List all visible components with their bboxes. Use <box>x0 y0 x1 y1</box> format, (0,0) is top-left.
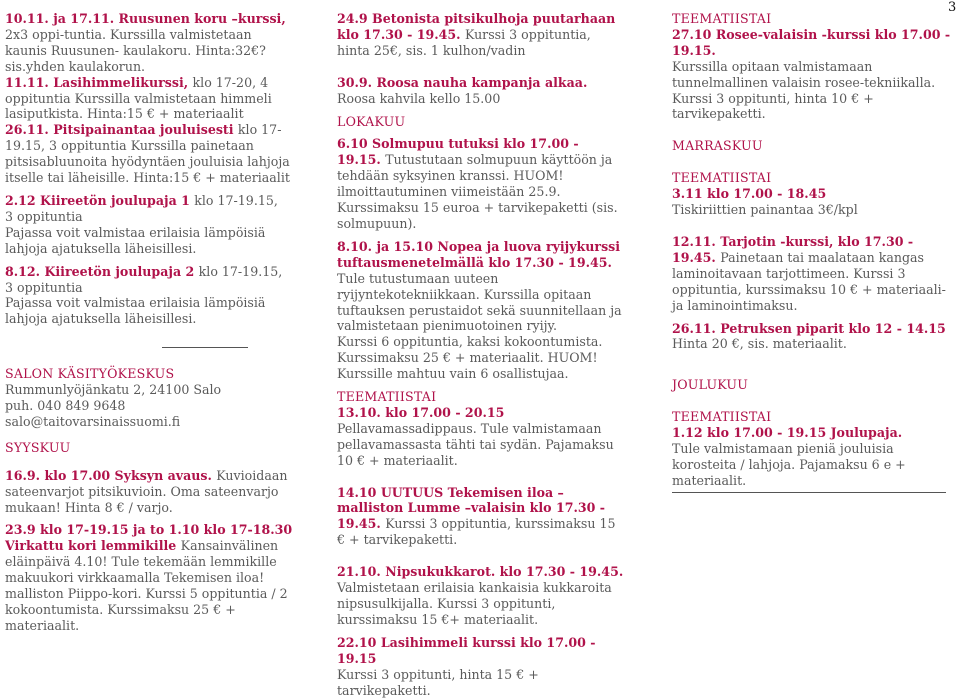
event-text: klo 17-19.15, 3 oppituntia Kurssilla painetaan pitsisabluunoita hyödyntäen jouluisia lahjoja itselle tai läheisille. Hinta:15 € + materiaalit <box>5 122 290 186</box>
event-text: 2x3 oppi-tuntia. Kurssilla valmistetaan kaunis Ruusunen- kaulakoru. Hinta:32€? sis.yhden kaulakorun. <box>5 26 266 74</box>
event-tiskiriitit <box>672 186 952 218</box>
event-text: Painetaan tai maalataan kangas laminoitavaan tarjottimeen. Kurssi 3 oppituntia, kurssimaksu 10 € + materiaali- ja laminointimaksu. <box>672 249 946 313</box>
event-pellavamassa <box>337 405 625 469</box>
event-text: Kurssi 3 oppituntia, hinta 25€, sis. 1 kulhon/vadin <box>337 26 591 58</box>
divider <box>672 492 946 493</box>
event-text: Pellavamassadippaus. Tule valmistamaan pellavamassasta tähti tai sydän. Pajamaksu 10 € + materiaalit. <box>337 420 614 468</box>
event-text: Kuvioidaan sateenvarjot pitsikuvioin. Oma sateenvarjo mukaan! Hinta 8 € / varjo. <box>5 467 288 515</box>
heading-teematiistai: TEEMATIISTAI <box>337 389 437 405</box>
page-number: 3 <box>948 0 957 15</box>
event-joulupaja-1 <box>5 193 293 257</box>
event-text: Tule valmistamaan pieniä jouluisia korosteita / lahjoja. Pajamaksu 6 e + materiaalit. <box>672 441 906 488</box>
event-virkattu-kori <box>5 522 293 633</box>
event-title: 10.11. ja 17.11. Ruusunen koru –kurssi, <box>5 11 286 26</box>
event-title: 16.9. klo 17.00 Syksyn avaus. <box>5 467 217 483</box>
event-title: 23.9 klo 17-19.15 ja to 1.10 klo 17-18.30 Virkattu kori lemmikille <box>5 522 293 554</box>
event-text: Tutustutaan solmupuun käyttöön ja tehdään syksyinen kranssi. HUOM! ilmoittautuminen viimeistään 25.9. Kurssimaksu 15 euroa + tarvikepaketti (sis. solmupuun). <box>337 152 618 231</box>
event-time: klo 17-19.15, <box>198 263 283 279</box>
event-title: 8.12. Kiireetön joulupaja 2 <box>5 263 199 279</box>
event-text: klo 17-20, 4 oppituntia Kurssilla valmistetaan himmeli lasiputkista. Hinta:15 € + materiaalit <box>5 74 272 122</box>
event-text: Kurssilla opitaan valmistamaan tunnelmallinen valaisin rosee-tekniikalla. Kurssi 3 oppitunti, hinta 10 € + tarvikepaketti. <box>672 58 936 122</box>
event-title: 26.11. Petruksen piparit klo 12 - 14.15 <box>672 320 946 336</box>
event-text: Kurssi 3 oppituntia, kurssimaksu 15 € + tarvikepaketti. <box>337 516 616 548</box>
event-text: Pajassa voit valmistaa erilaisia lämpöisiä lahjoja ajatuksella läheisillesi. <box>5 295 266 327</box>
event-ryijykurssi <box>337 239 625 382</box>
event-title: 6.10 Solmupuu tutuksi klo 17.00 - 19.15. <box>337 136 579 168</box>
event-roosa-nauha <box>337 75 625 107</box>
heading-syyskuu: SYYSKUU <box>5 439 71 455</box>
event-solmupuu <box>337 136 625 231</box>
heading-lokakuu: LOKAKUU <box>337 113 406 129</box>
event-title: 8.10. ja 15.10 Nopea ja luova ryijykurssi tuftausmenetelmällä klo 17.30 - 19.45. <box>337 238 621 270</box>
event-text: Valmistetaan erilaisia kankaisia kukkaroita nipsusulkijalla. Kurssi 3 oppitunti, kurssimaksu 15 €+ materiaalit. <box>337 580 612 627</box>
event-title: 1.12 klo 17.00 - 19.15 Joulupaja. <box>672 425 903 441</box>
event-text: Tiskiriittien painantaa 3€/kpl <box>672 202 858 218</box>
event-lasihimmeli <box>337 635 625 698</box>
event-nipsukukkarot <box>337 564 625 628</box>
event-text: Kurssi 3 oppitunti, hinta 15 € + tarvikepaketti. <box>337 666 539 698</box>
event-title: 12.11. Tarjotin -kurssi, klo 17.30 - 19.45. <box>672 233 914 265</box>
event-ruusunen <box>5 11 293 75</box>
event-title: 26.11. Pitsipainantaa jouluisesti <box>5 122 238 138</box>
heading-teematiistai: TEEMATIISTAI <box>672 170 772 186</box>
event-title: 2.12 Kiireetön joulupaja 1 <box>5 192 195 208</box>
heading-marraskuu: MARRASKUU <box>672 138 763 154</box>
event-title: 14.10 UUTUUS Tekemisen iloa –malliston Lumme –valaisin klo 17.30 - 19.45. <box>337 484 606 532</box>
heading-teematiistai: TEEMATIISTAI <box>672 11 772 26</box>
event-title: 13.10. klo 17.00 - 20.15 <box>337 404 505 420</box>
event-title: 3.11 klo 17.00 - 18.45 <box>672 186 827 202</box>
heading-joulukuu: JOULUKUU <box>672 377 749 393</box>
event-title: 22.10 Lasihimmeli kurssi klo 17.00 - 19.15 <box>337 634 596 666</box>
event-title: 27.10 Rosee-valaisin -kurssi klo 17.00 - 19.15. <box>672 26 951 58</box>
salon-phone: puh. 040 849 9648 <box>5 398 126 414</box>
event-duration: 3 oppituntia <box>5 279 83 295</box>
event-pitsikulhot <box>337 11 625 59</box>
event-petruksen-piparit <box>672 321 952 353</box>
left-column <box>5 11 293 634</box>
event-title: 30.9. Roosa nauha kampanja alkaa. <box>337 74 588 90</box>
event-text: Tule tutustumaan uuteen ryijyntekotekniikkaan. Kurssilla opitaan tuftauksen perustaidot sekä suunnitellaan ja valmistetaan pienimuotoinen ryijy. <box>337 270 622 334</box>
event-text-2: Kurssi 6 oppituntia, kaksi kokoontumista. Kurssimaksu 25 € + materiaalit. HUOM! Kurssille mahtuu vain 6 osallistujaa. <box>337 334 603 382</box>
event-title: 24.9 Betonista pitsikulhoja puutarhaan klo 17.30 - 19.45. <box>337 11 616 42</box>
event-lasihimmeli <box>5 75 293 123</box>
event-rosee-valaisin <box>672 27 952 122</box>
middle-column <box>337 11 625 698</box>
event-duration: 3 oppituntia <box>5 208 83 224</box>
event-syksyn-avaus <box>5 468 293 516</box>
event-joulupaja-2 <box>5 264 293 328</box>
salon-email: salo@taitovarsinaissuomi.fi <box>5 413 181 429</box>
event-tarjotin <box>672 234 952 314</box>
event-time: klo 17-19.15, <box>194 192 278 208</box>
event-joulupaja <box>672 425 952 489</box>
right-column <box>672 11 952 493</box>
event-text: Hinta 20 €, sis. materiaalit. <box>672 336 847 352</box>
event-title: 11.11. Lasihimmelikurssi, <box>5 74 193 90</box>
event-text: Kansainvälinen eläinpäivä 4.10! Tule tekemään lemmikille makuukori virkkaamalla Tekemisen iloa! malliston Piippo-kori. Kurssi 5 oppituntia / 2 kokoontumista. Kurssimaksu 25 € + materiaalit. <box>5 538 288 633</box>
event-title: 21.10. Nipsukukkarot. klo 17.30 - 19.45. <box>337 564 624 580</box>
event-text: Roosa kahvila kello 15.00 <box>337 90 501 106</box>
event-lumme-valaisin <box>337 485 625 549</box>
salon-address: Rummunlyöjänkatu 2, 24100 Salo <box>5 382 222 398</box>
event-text: Pajassa voit valmistaa erilaisia lämpöisiä lahjoja ajatuksella läheisillesi. <box>5 224 266 256</box>
event-pitsipainanta <box>5 122 293 186</box>
salon-title: SALON KÄSITYÖKESKUS <box>5 366 175 382</box>
heading-teematiistai: TEEMATIISTAI <box>672 409 772 425</box>
